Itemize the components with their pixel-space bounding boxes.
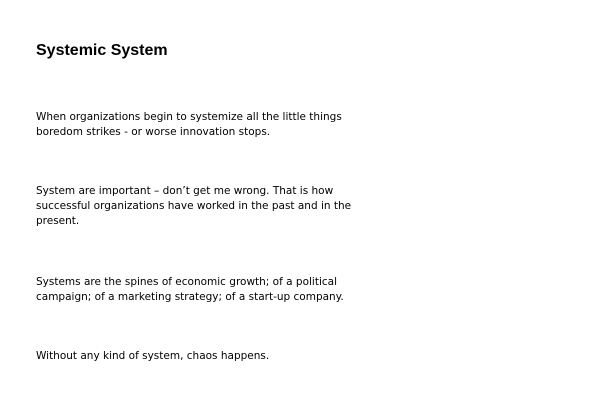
paragraph-chaos: Without any kind of system, chaos happens. xyxy=(36,350,270,362)
page-title: Systemic System xyxy=(36,42,168,59)
paragraph-systems-important: System are important – don’t get me wrong. That is how successful organizations have worked in the past and in the present. xyxy=(36,185,352,227)
paragraph-systemize-boredom: When organizations begin to systemize all the little things boredom strikes - or worse innovation stops. xyxy=(36,111,342,138)
paragraph-systems-spines: Systems are the spines of economic growth; of a political campaign; of a marketing strategy; of a start-up company. xyxy=(36,276,344,303)
